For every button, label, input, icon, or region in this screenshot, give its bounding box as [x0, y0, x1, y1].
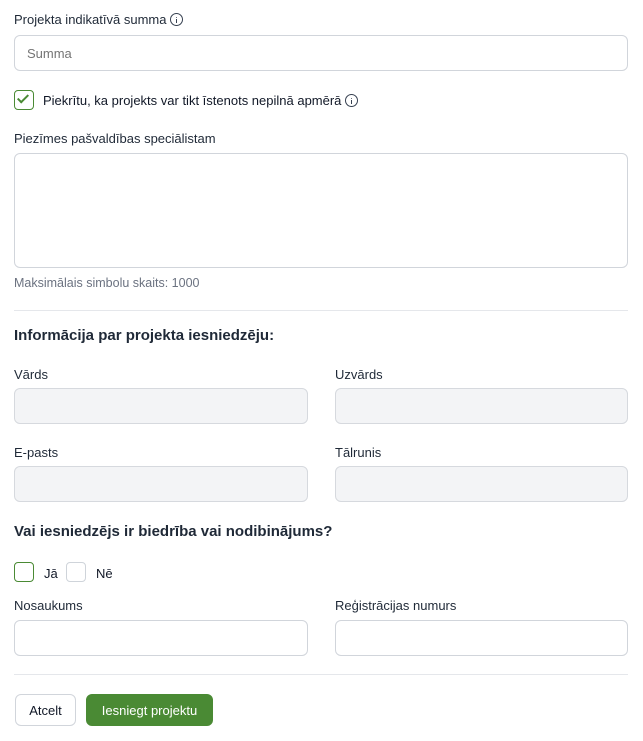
last-name-input[interactable]: [335, 388, 628, 424]
phone-input[interactable]: [335, 466, 628, 502]
amount-input[interactable]: [14, 35, 628, 71]
partial-consent-label[interactable]: Piekrītu, ka projekts var tikt īstenots nepilnā apmērā: [43, 93, 342, 108]
org-name-label: Nosaukums: [14, 598, 83, 613]
email-label: E-pasts: [14, 445, 59, 460]
partial-consent-label-row: [43, 93, 358, 108]
notes-helper-text: Maksimālais simbolu skaits: 1000: [14, 276, 200, 290]
reg-number-input[interactable]: [335, 620, 628, 656]
phone-label: Tālrunis: [335, 445, 382, 460]
divider: [14, 310, 628, 311]
no-checkbox[interactable]: [66, 562, 86, 582]
amount-label-row: [14, 12, 183, 27]
info-icon[interactable]: [170, 13, 183, 26]
no-label[interactable]: Nē: [96, 566, 113, 581]
submit-button[interactable]: Iesniegt projektu: [86, 694, 213, 726]
email-input[interactable]: [14, 466, 308, 502]
cancel-button[interactable]: Atcelt: [15, 694, 76, 726]
first-name-label: Vārds: [14, 367, 48, 382]
submitter-section-title: Informācija par projekta iesniedzēju:: [14, 327, 275, 344]
yes-label[interactable]: Jā: [44, 566, 58, 581]
checkmark-icon: [17, 91, 29, 103]
last-name-label: Uzvārds: [335, 367, 383, 382]
divider: [14, 674, 628, 675]
notes-textarea[interactable]: [14, 153, 628, 268]
partial-consent-checkbox[interactable]: [14, 90, 34, 110]
amount-label: Projekta indikatīvā summa: [14, 12, 167, 27]
first-name-input[interactable]: [14, 388, 308, 424]
yes-checkbox[interactable]: [14, 562, 34, 582]
info-icon[interactable]: [345, 94, 358, 107]
notes-label: Piezīmes pašvaldības speciālistam: [14, 131, 216, 146]
org-name-input[interactable]: [14, 620, 308, 656]
organization-question: Vai iesniedzējs ir biedrība vai nodibinājums?: [14, 523, 333, 540]
reg-number-label: Reģistrācijas numurs: [335, 598, 457, 613]
